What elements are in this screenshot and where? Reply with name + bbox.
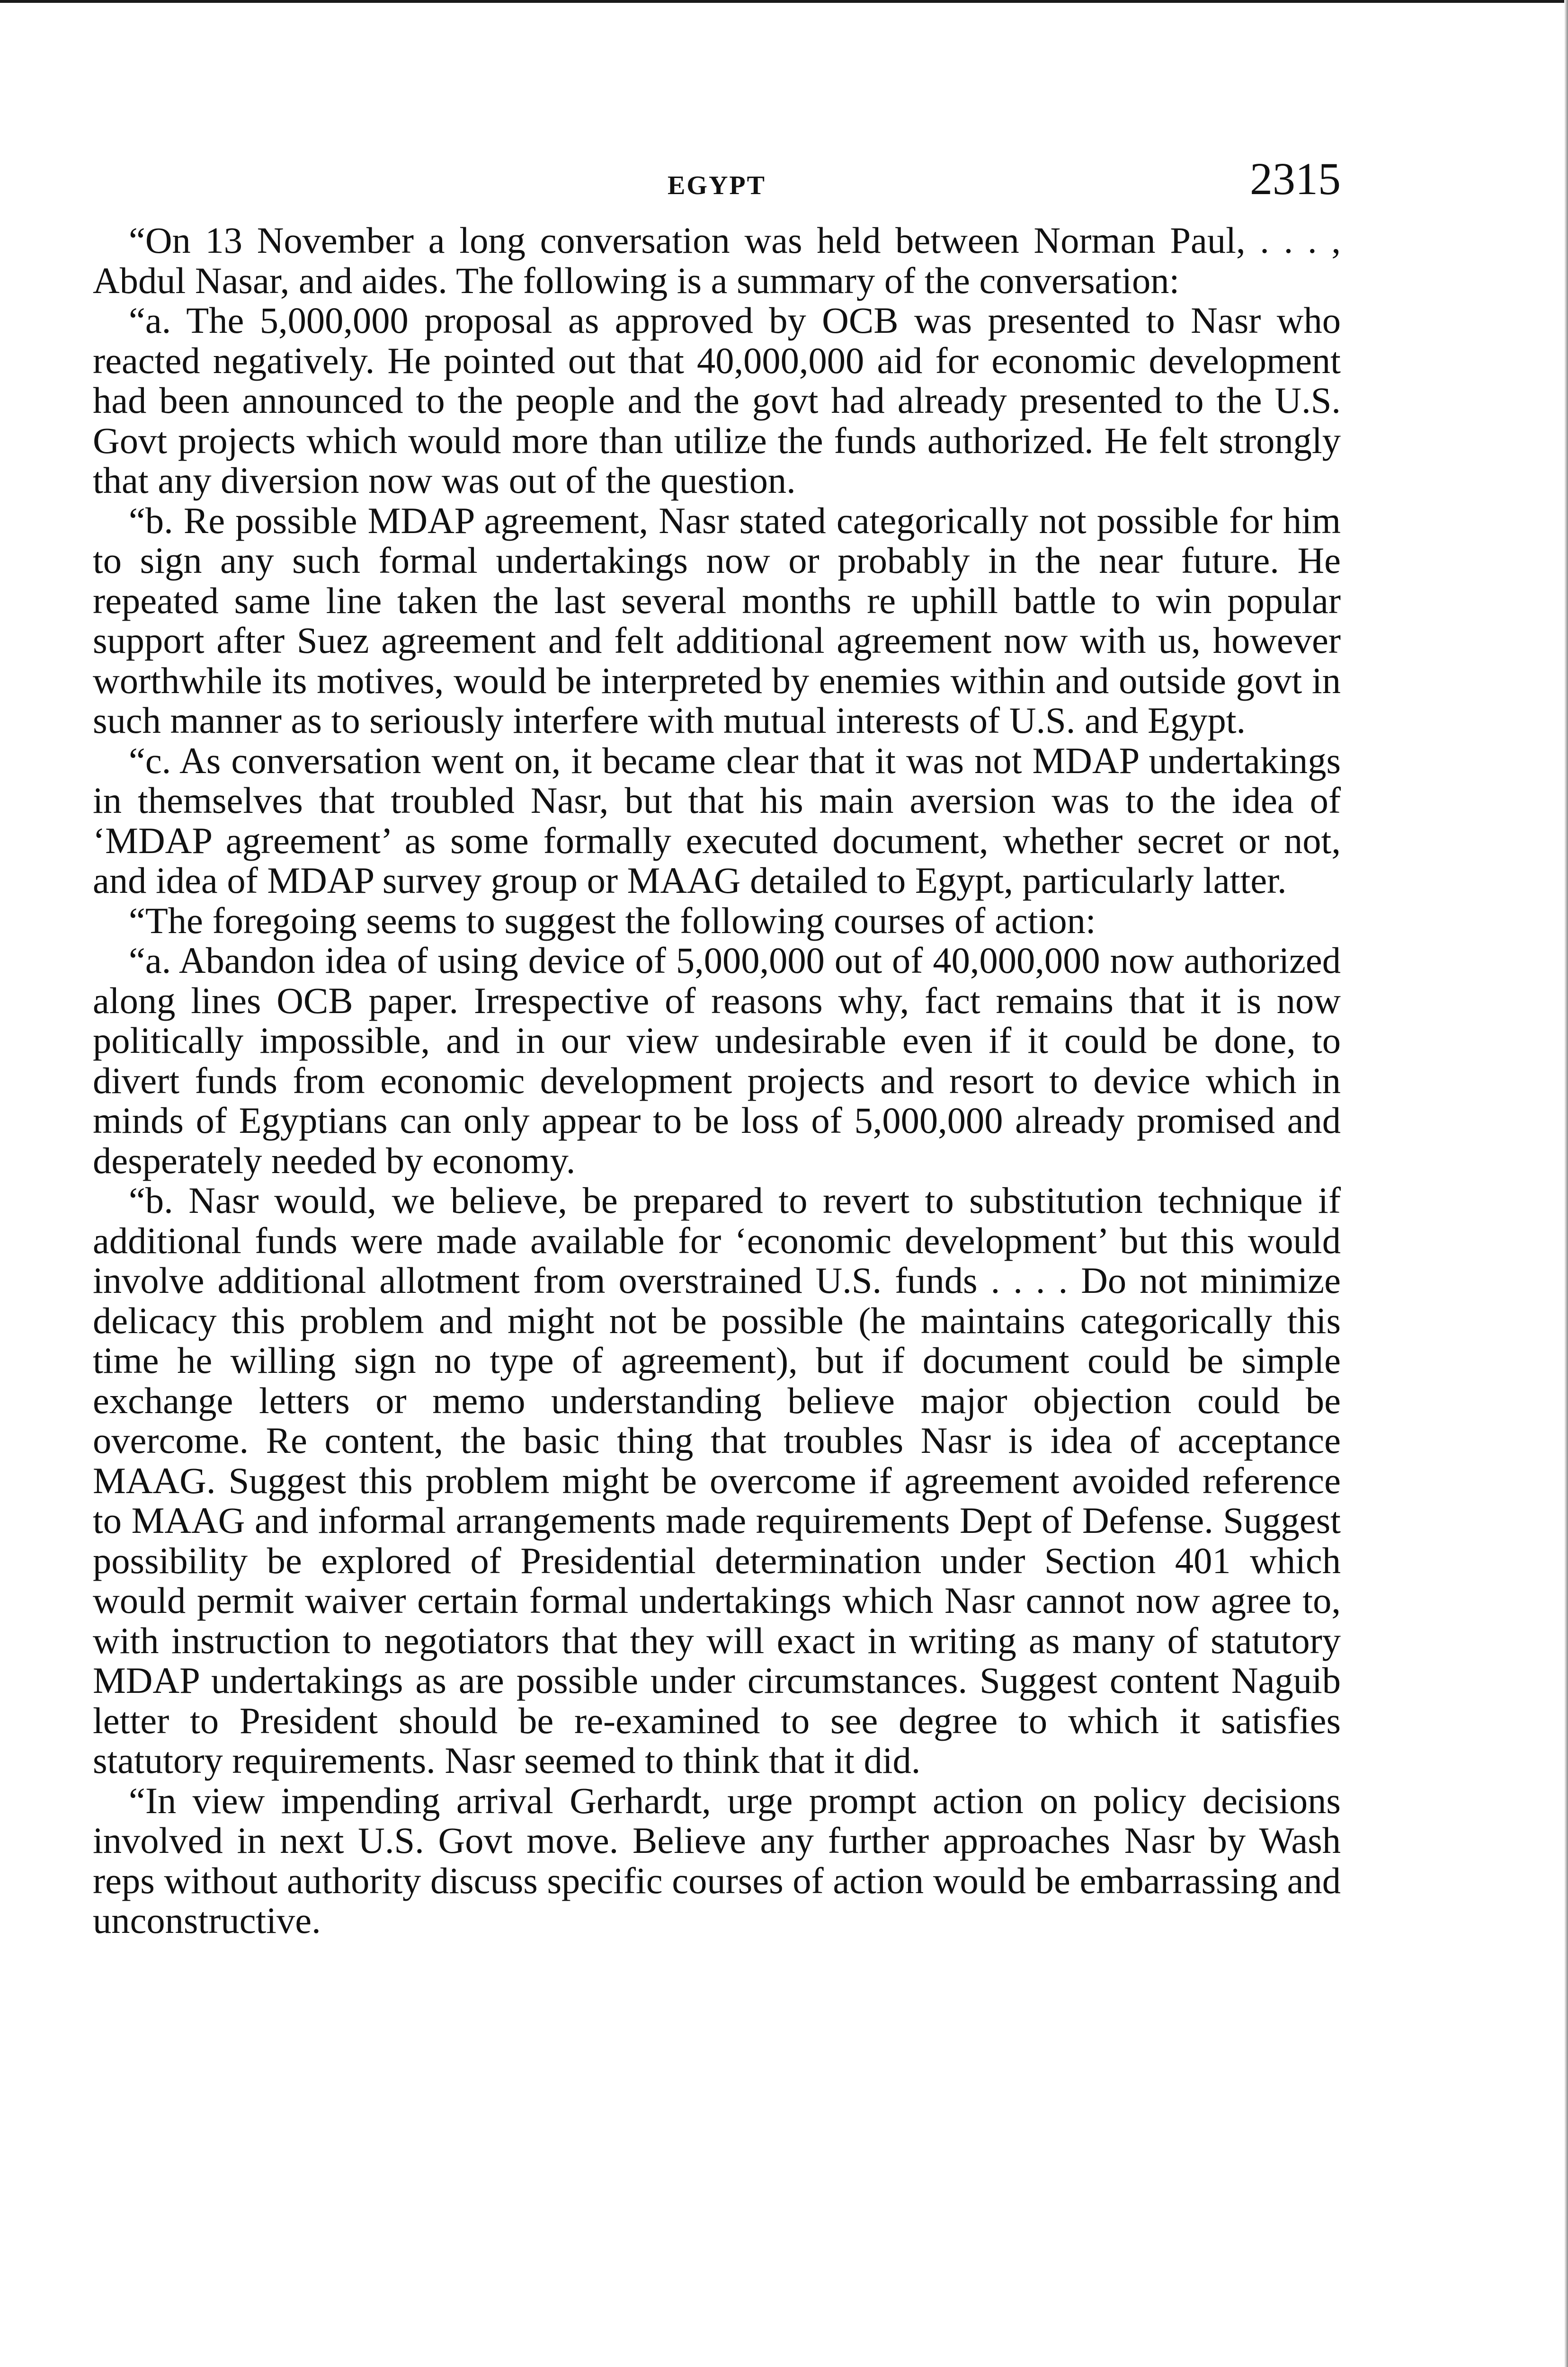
paragraph-summary-b: “b. Re possible MDAP agreement, Nasr stated categorically not possible for him to sign any such formal undertakings now or probably in the near future. He repeated same line taken the last several months re uphill battle to win popular support after Suez agreement and felt additional agreement now with us, however worthwhile its motives, would be interpreted by enemies within and outside govt in such manner as to seriously interfere with mutual interests of U.S. and Egypt.: [93, 499, 1341, 741]
paragraph-summary-c: “c. As conversation went on, it became clear that it was not MDAP undertakings in themselves that troubled Nasr, but that his main aversion was to the idea of ‘MDAP agreement’ as some formally executed document, whether secret or not, and idea of MDAP survey group or MAAG detailed to Egypt, particularly latter.: [93, 739, 1341, 901]
paragraph-closing: “In view impending arrival Gerhardt, urge prompt action on policy decisions involved in next U.S. Govt move. Believe any further approaches Nasr by Wash reps without authority discuss specific courses of action would be embarrassing and unconstructive.: [93, 1780, 1341, 1941]
paragraph-course-a: “a. Abandon idea of using device of 5,000,000 out of 40,000,000 now authorized along lines OCB paper. Irrespective of reasons why, fact remains that it is now politically impossible, and in our view undesirable even if it could be done, to divert funds from economic development projects and resort to device which in minds of Egyptians can only appear to be loss of 5,000,000 already promised and desperately needed by economy.: [93, 940, 1341, 1181]
page-top-edge: [0, 0, 1568, 3]
paragraph-course-b: “b. Nasr would, we believe, be prepared to revert to substitution technique if additional funds were made available for ‘economic development’ but this would involve additional allotment from overstrained U.S. funds . . . . Do not minimize delicacy this problem and might not be possible (he maintains categorically this time he willing sign no type of agreement), but if document could be simple exchange letters or memo understanding believe major objection could be overcome. Re content, the basic thing that troubles Nasr is idea of acceptance MAAG. Suggest this problem might be overcome if agreement avoided reference to MAAG and informal arrangements made requirements Dept of Defense. Suggest possibility be explored of Presidential determination under Section 401 which would permit waiver certain formal undertakings which Nasr cannot now agree to, with instruction to negotiators that they will exact in writing as many of statutory MDAP undertakings as are possible under circumstances. Suggest content Naguib letter to President should be re-examined to see degree to which it satisfies statutory requirements. Nasr seemed to think that it did.: [93, 1180, 1341, 1781]
section-title: EGYPT: [668, 171, 766, 200]
page-right-edge-shadow: [1564, 0, 1568, 2367]
running-head: [93, 153, 1341, 213]
document-page: [93, 153, 1341, 1941]
paragraph-summary-a: “a. The 5,000,000 proposal as approved by OCB was presented to Nasr who reacted negatively. He pointed out that 40,000,000 aid for economic development had been announced to the people and the govt had already presented to the U.S. Govt projects which would more than utilize the funds authorized. He felt strongly that any diversion now was out of the question.: [93, 300, 1341, 501]
paragraph-intro: “On 13 November a long conversation was held between Norman Paul, . . . , Abdul Nasar, and aides. The following is a summary of the conversation:: [93, 220, 1341, 301]
body-text: [93, 221, 1341, 1941]
paragraph-courses-intro: “The foregoing seems to suggest the following courses of action:: [129, 899, 1096, 941]
page-number: 2315: [1250, 153, 1341, 204]
